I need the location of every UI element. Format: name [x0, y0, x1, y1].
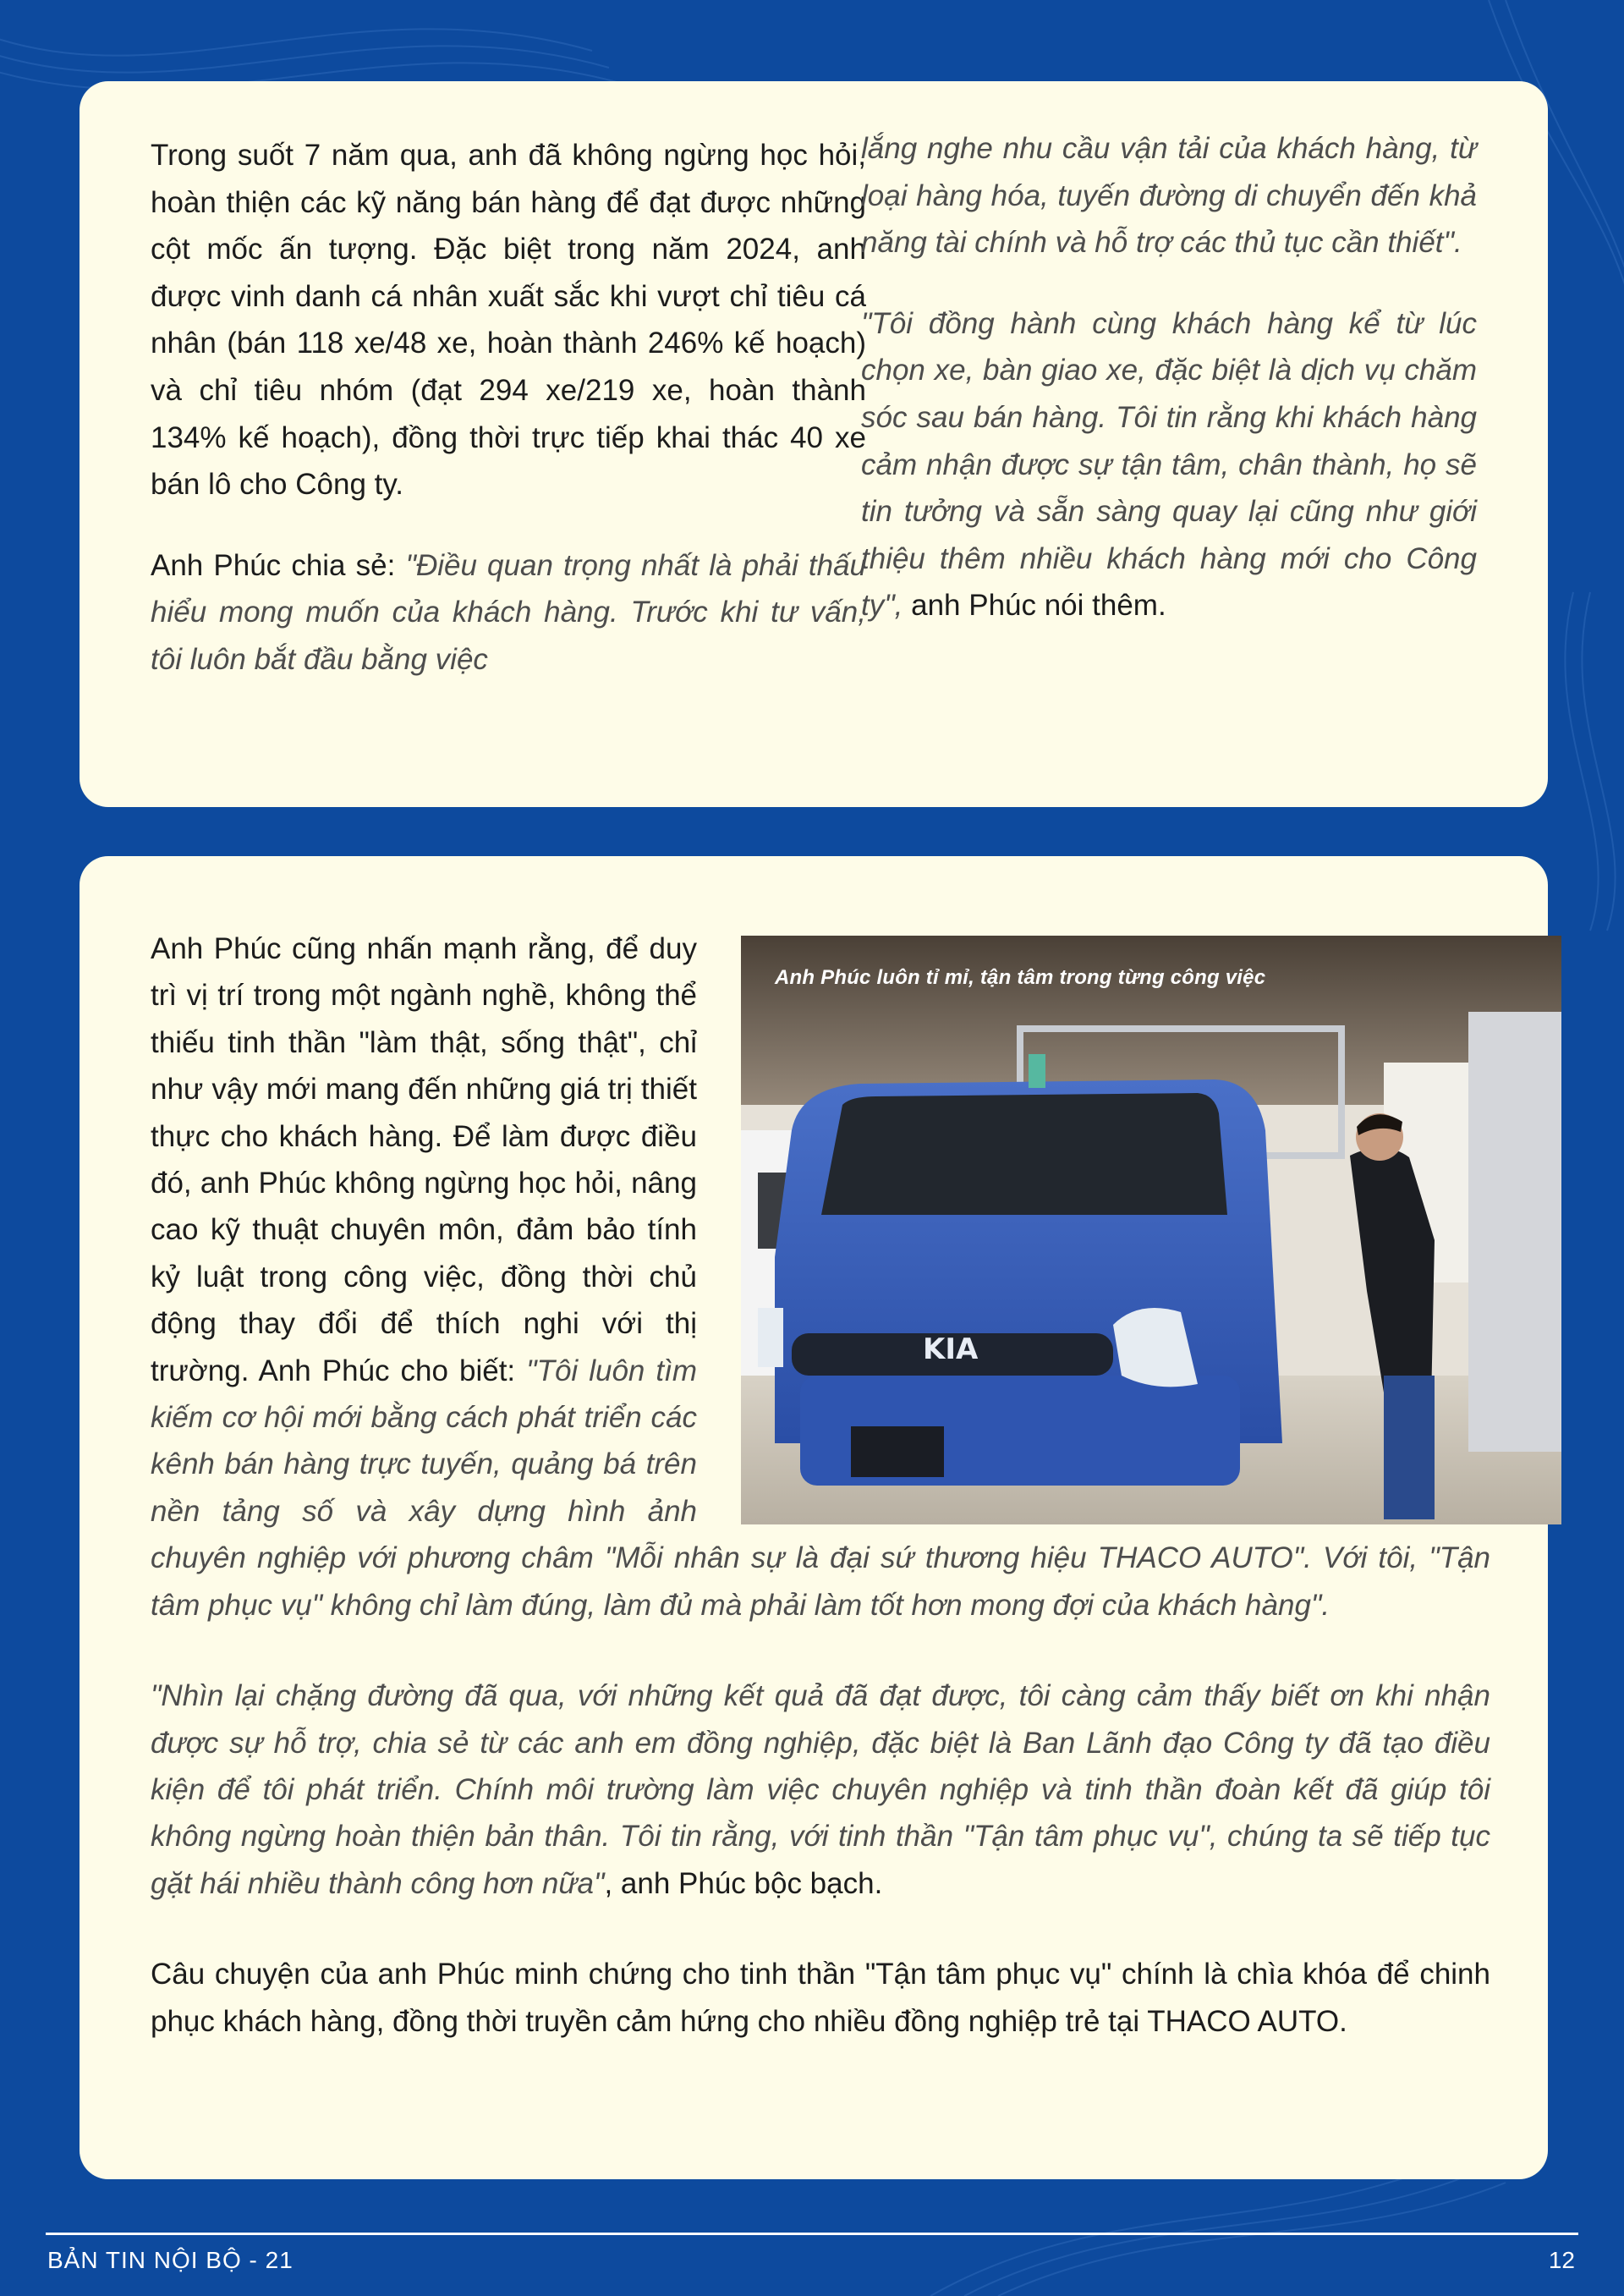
- photo-illustration: [741, 936, 1561, 1524]
- quote-attribution: , anh Phúc bộc bạch.: [604, 1866, 883, 1900]
- article-card-bottom: [80, 856, 1548, 2179]
- footer-divider: [46, 2233, 1578, 2235]
- article-card-top: [80, 81, 1548, 807]
- article-body: [151, 926, 1490, 2089]
- paragraph-customer-care: [861, 300, 1477, 629]
- paragraph-gratitude: [151, 1673, 1490, 1907]
- truck-photo: [741, 936, 1561, 1524]
- quote-text: "Điều quan trọng nhất là phải thấu hiểu mong muốn của khách hàng. Trước khi tư vấn, tôi luôn bắt đầu bằng việc: [151, 548, 867, 676]
- paragraph-conclusion: Câu chuyện của anh Phúc minh chứng cho tinh thần "Tận tâm phục vụ" chính là chìa khóa để chinh phục khách hàng, đồng thời truyền cảm hứng cho nhiều đồng nghiệp trẻ tại THACO AUTO.: [151, 1958, 1490, 2038]
- paragraph-achievements: Trong suốt 7 năm qua, anh đã không ngừng học hỏi, hoàn thiện các kỹ năng bán hàng để đạt được những cột mốc ấn tượng. Đặc biệt trong năm 2024, anh được vinh danh cá nhân xuất sắc khi vượt chỉ tiêu cá nhân (bán 118 xe/48 xe, hoàn thành 246% kế hoạch) và chỉ tiêu nhóm (đạt 294 xe/219 xe, hoàn thành 134% kế hoạch), đồng thời trực tiếp khai thác 40 xe bán lô cho Công ty.: [151, 139, 866, 502]
- quote-lead: Anh Phúc chia sẻ:: [151, 548, 406, 582]
- page-number: 12: [1548, 2247, 1575, 2273]
- paragraph-quote-continued: lắng nghe nhu cầu vận tải của khách hàng, từ loại hàng hóa, tuyến đường di chuyển đến khả năng tài chính và hỗ trợ các thủ tục cần thiết".: [861, 132, 1477, 260]
- quote-text: "Nhìn lại chặng đường đã qua, với những kết quả đã đạt được, tôi càng cảm thấy biết ơn khi nhận được sự hỗ trợ, chia sẻ từ các anh em đồng nghiệp, đặc biệt là Ban Lãnh đạo Công ty đã tạo điều kiện để tôi phát triển. Chính môi trường làm việc chuyên nghiệp và tinh thần đoàn kết đã giúp tôi không ngừng hoàn thiện bản thân. Tôi tin rằng, với tinh thần "Tận tâm phục vụ", chúng ta sẽ tiếp tục gặt hái nhiều thành công hơn nữa": [151, 1679, 1490, 1900]
- footer-publication-title: BẢN TIN NỘI BỘ - 21: [47, 2247, 294, 2273]
- text-column-left: [151, 132, 866, 717]
- text-column-right: [861, 125, 1477, 663]
- quote-attribution: anh Phúc nói thêm.: [903, 589, 1166, 623]
- quote-text: "Tôi đồng hành cùng khách hàng kể từ lúc chọn xe, bàn giao xe, đặc biệt là dịch vụ chăm sóc sau bán hàng. Tôi tin rằng khi khách hàng cảm nhận được sự tận tâm, chân thành, họ sẽ tin tưởng và sẵn sàng quay lại cũng như giới thiệu thêm nhiều khách hàng mới cho Công ty",: [861, 306, 1477, 623]
- truck-logo: KIA: [923, 1332, 979, 1366]
- photo-caption: Anh Phúc luôn tỉ mỉ, tận tâm trong từng công việc: [775, 966, 1266, 989]
- paragraph-quote-intro: [151, 542, 866, 684]
- paragraph-lead: Anh Phúc cũng nhấn mạnh rằng, để duy trì vị trí trong một ngành nghề, không thể thiếu tinh thần "làm thật, sống thật", chỉ như vậy mới mang đến những giá trị thiết thực cho khách hàng. Để làm được điều đó, anh Phúc không ngừng học hỏi, nâng cao kỹ thuật chuyên môn, đảm bảo tính kỷ luật trong công việc, đồng thời chủ động thay đổi để thích nghi với thị trường. Anh Phúc cho biết:: [151, 932, 697, 1387]
- quote-text: "Tôi luôn tìm kiếm cơ hội mới bằng cách phát triển các kênh bán hàng trực tuyến, quảng bá trên nền tảng số và xây dựng hình ảnh chuyên nghiệp với phương châm "Mỗi nhân sự là đại sứ thương hiệu THACO AUTO". Với tôi, "Tận tâm phục vụ" không chỉ làm đúng, làm đủ mà phải làm tốt hơn mong đợi của khách hàng".: [151, 1354, 1490, 1622]
